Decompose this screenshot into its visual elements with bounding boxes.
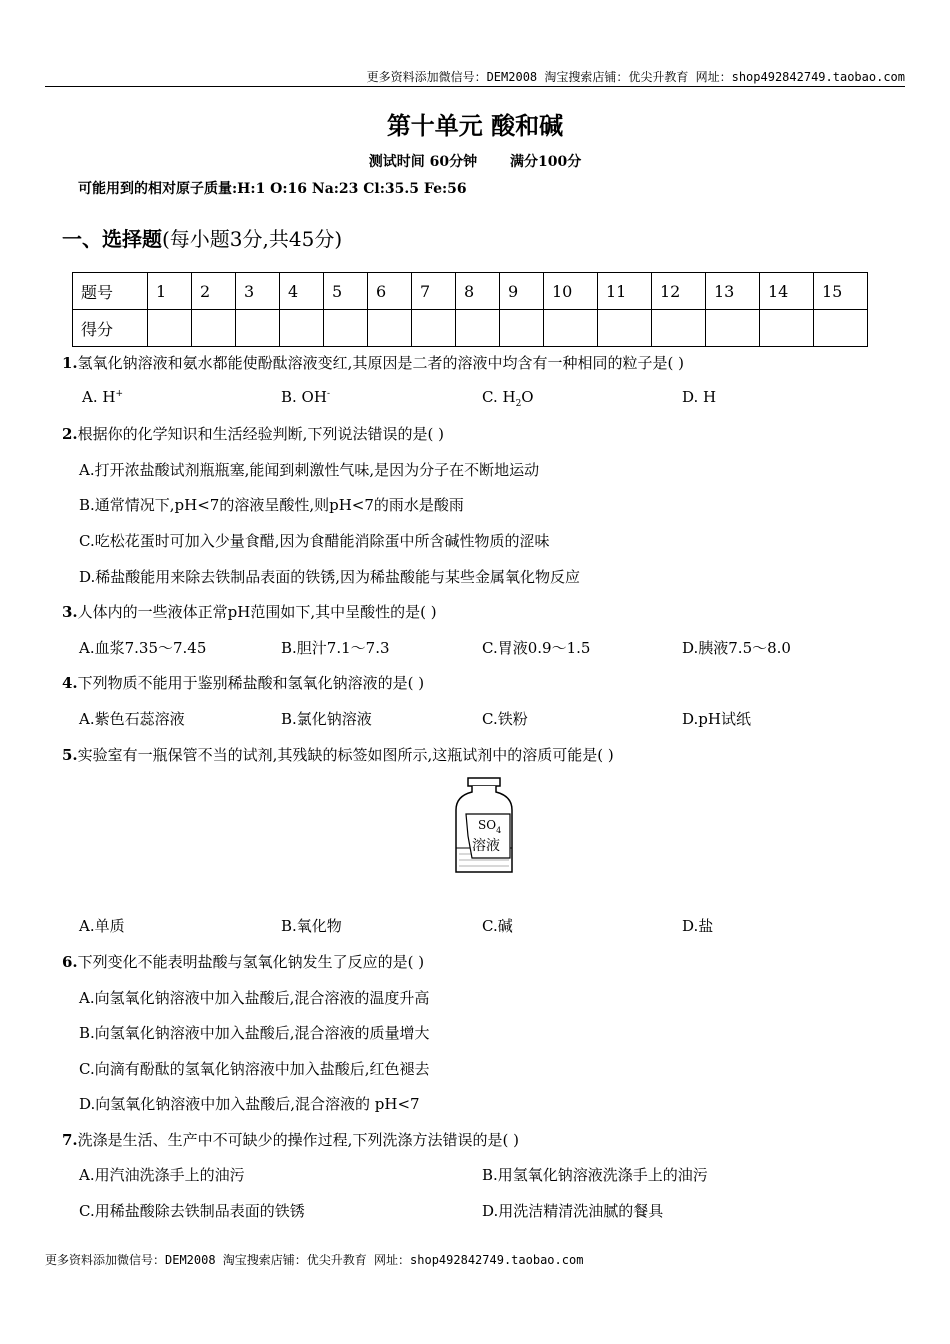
score-cell[interactable] — [500, 310, 544, 347]
question-number: 1. — [62, 354, 78, 372]
option-d: D.盐 — [682, 917, 714, 935]
option-c-text: C. H — [482, 388, 516, 406]
page-header: 更多资料添加微信号：DEM2008 淘宝搜索店铺：优尖升教育 网址：shop492842749.taobao.com — [366, 70, 905, 84]
score-cell[interactable] — [192, 310, 236, 347]
subtitle — [0, 151, 950, 171]
score-table-number: 7 — [412, 273, 456, 310]
option-a: A.打开浓盐酸试剂瓶瓶塞,能闻到刺激性气味,是因为分子在不断地运动 — [79, 461, 540, 479]
score-table-number: 10 — [544, 273, 598, 310]
score-table-number: 14 — [760, 273, 814, 310]
question-text: 实验室有一瓶保管不当的试剂,其残缺的标签如图所示,这瓶试剂中的溶质可能是( ) — [77, 746, 614, 764]
score-cell[interactable] — [368, 310, 412, 347]
option-c: C.胃液0.9～1.5 — [482, 639, 591, 657]
test-time: 测试时间 60分钟 — [368, 154, 478, 170]
option-d: D. H — [682, 388, 717, 406]
question-3 — [62, 601, 437, 622]
option-c: C.铁粉 — [482, 710, 528, 728]
score-table-number: 1 — [148, 273, 192, 310]
question-5 — [62, 744, 614, 765]
label-formula-sub: 4 — [496, 826, 502, 835]
question-number: 4. — [62, 674, 78, 692]
score-table-number: 6 — [368, 273, 412, 310]
score-table-number: 15 — [814, 273, 868, 310]
label-formula-text: SO — [478, 818, 497, 832]
score-table-number: 9 — [500, 273, 544, 310]
score-table-number: 5 — [324, 273, 368, 310]
option-c: C.用稀盐酸除去铁制品表面的铁锈 — [79, 1202, 305, 1220]
option-b — [281, 388, 330, 406]
option-c: C.碱 — [482, 917, 513, 935]
score-table-number: 8 — [456, 273, 500, 310]
question-text: 下列物质不能用于鉴别稀盐酸和氢氧化钠溶液的是( ) — [77, 674, 425, 692]
option-c-sub: 2 — [515, 399, 522, 409]
option-d: D.稀盐酸能用来除去铁制品表面的铁锈,因为稀盐酸能与某些金属氧化物反应 — [79, 568, 581, 586]
score-table-number: 13 — [706, 273, 760, 310]
option-c: C.向滴有酚酞的氢氧化钠溶液中加入盐酸后,红色褪去 — [79, 1060, 430, 1078]
option-b: B.通常情况下,pH<7的溶液呈酸性,则pH<7的雨水是酸雨 — [79, 496, 464, 514]
question-text: 洗涤是生活、生产中不可缺少的操作过程,下列洗涤方法错误的是( ) — [77, 1131, 519, 1149]
score-cell[interactable] — [324, 310, 368, 347]
question-number: 3. — [62, 603, 78, 621]
question-text: 氢氧化钠溶液和氨水都能使酚酞溶液变红,其原因是二者的溶液中均含有一种相同的粒子是( ) — [77, 354, 684, 372]
option-b: B.氯化钠溶液 — [281, 710, 372, 728]
option-d: D.pH试纸 — [682, 710, 751, 728]
option-a — [82, 388, 123, 406]
option-b: B.用氢氧化钠溶液洗涤手上的油污 — [482, 1166, 708, 1184]
score-table-score-row — [73, 310, 868, 347]
score-table — [72, 272, 868, 347]
score-table-number: 4 — [280, 273, 324, 310]
option-b: B.胆汁7.1～7.3 — [281, 639, 390, 657]
bottle-stopper — [468, 778, 500, 786]
question-text: 根据你的化学知识和生活经验判断,下列说法错误的是( ) — [77, 425, 444, 443]
score-table-number: 12 — [652, 273, 706, 310]
header-rule — [45, 86, 905, 87]
option-b: B.向氢氧化钠溶液中加入盐酸后,混合溶液的质量增大 — [79, 1024, 430, 1042]
section-title: 一、选择题 — [62, 227, 162, 251]
score-cell[interactable] — [544, 310, 598, 347]
section-heading — [62, 223, 342, 252]
score-cell[interactable] — [706, 310, 760, 347]
score-table-row2-label: 得分 — [73, 310, 148, 347]
option-d: D.胰液7.5～8.0 — [682, 639, 791, 657]
option-a-text: A. H — [82, 388, 116, 406]
option-a: A.紫色石蕊溶液 — [79, 710, 185, 728]
option-b-sup: - — [326, 389, 330, 399]
option-b: B.氧化物 — [281, 917, 342, 935]
score-table-number: 3 — [236, 273, 280, 310]
score-cell[interactable] — [456, 310, 500, 347]
question-2 — [62, 423, 444, 444]
atomic-masses: 可能用到的相对原子质量:H:1 O:16 Na:23 Cl:35.5 Fe:56 — [78, 181, 467, 197]
score-cell[interactable] — [760, 310, 814, 347]
option-a: A.血浆7.35～7.45 — [79, 639, 207, 657]
question-number: 6. — [62, 953, 78, 971]
label-word: 溶液 — [472, 838, 500, 854]
page-footer: 更多资料添加微信号：DEM2008 淘宝搜索店铺：优尖升教育 网址：shop492842749.taobao.com — [45, 1253, 584, 1267]
option-c: C.吃松花蛋时可加入少量食醋,因为食醋能消除蛋中所含碱性物质的涩味 — [79, 532, 550, 550]
page-title: 第十单元 酸和碱 — [386, 112, 564, 140]
score-cell[interactable] — [236, 310, 280, 347]
option-c — [482, 388, 534, 409]
section-note: (每小题3分,共45分) — [162, 227, 343, 251]
score-cell[interactable] — [280, 310, 324, 347]
option-a: A.向氢氧化钠溶液中加入盐酸后,混合溶液的温度升高 — [79, 989, 430, 1007]
reagent-bottle-figure — [450, 776, 518, 876]
question-text: 人体内的一些液体正常pH范围如下,其中呈酸性的是( ) — [77, 603, 437, 621]
question-7 — [62, 1129, 519, 1150]
score-table-row1-label: 题号 — [73, 273, 148, 310]
score-cell[interactable] — [148, 310, 192, 347]
question-number: 7. — [62, 1131, 78, 1149]
option-b-text: B. OH — [281, 388, 327, 406]
option-a: A.单质 — [79, 917, 125, 935]
score-table-number: 2 — [192, 273, 236, 310]
option-a: A.用汽油洗涤手上的油污 — [79, 1166, 245, 1184]
question-6 — [62, 951, 424, 972]
score-table-number: 11 — [598, 273, 652, 310]
question-text: 下列变化不能表明盐酸与氢氧化钠发生了反应的是( ) — [77, 953, 425, 971]
question-number: 5. — [62, 746, 78, 764]
option-a-sup: + — [115, 389, 123, 399]
full-score: 满分100分 — [510, 154, 582, 170]
option-d: D.向氢氧化钠溶液中加入盐酸后,混合溶液的 pH<7 — [79, 1095, 420, 1113]
score-table-number-row — [73, 273, 868, 310]
score-cell[interactable] — [598, 310, 652, 347]
score-cell[interactable] — [814, 310, 868, 347]
score-cell[interactable] — [652, 310, 706, 347]
option-c-tail: O — [521, 388, 534, 406]
question-number: 2. — [62, 425, 78, 443]
option-d: D.用洗洁精清洗油腻的餐具 — [482, 1202, 664, 1220]
score-cell[interactable] — [412, 310, 456, 347]
question-4 — [62, 672, 424, 693]
question-1 — [62, 352, 684, 373]
